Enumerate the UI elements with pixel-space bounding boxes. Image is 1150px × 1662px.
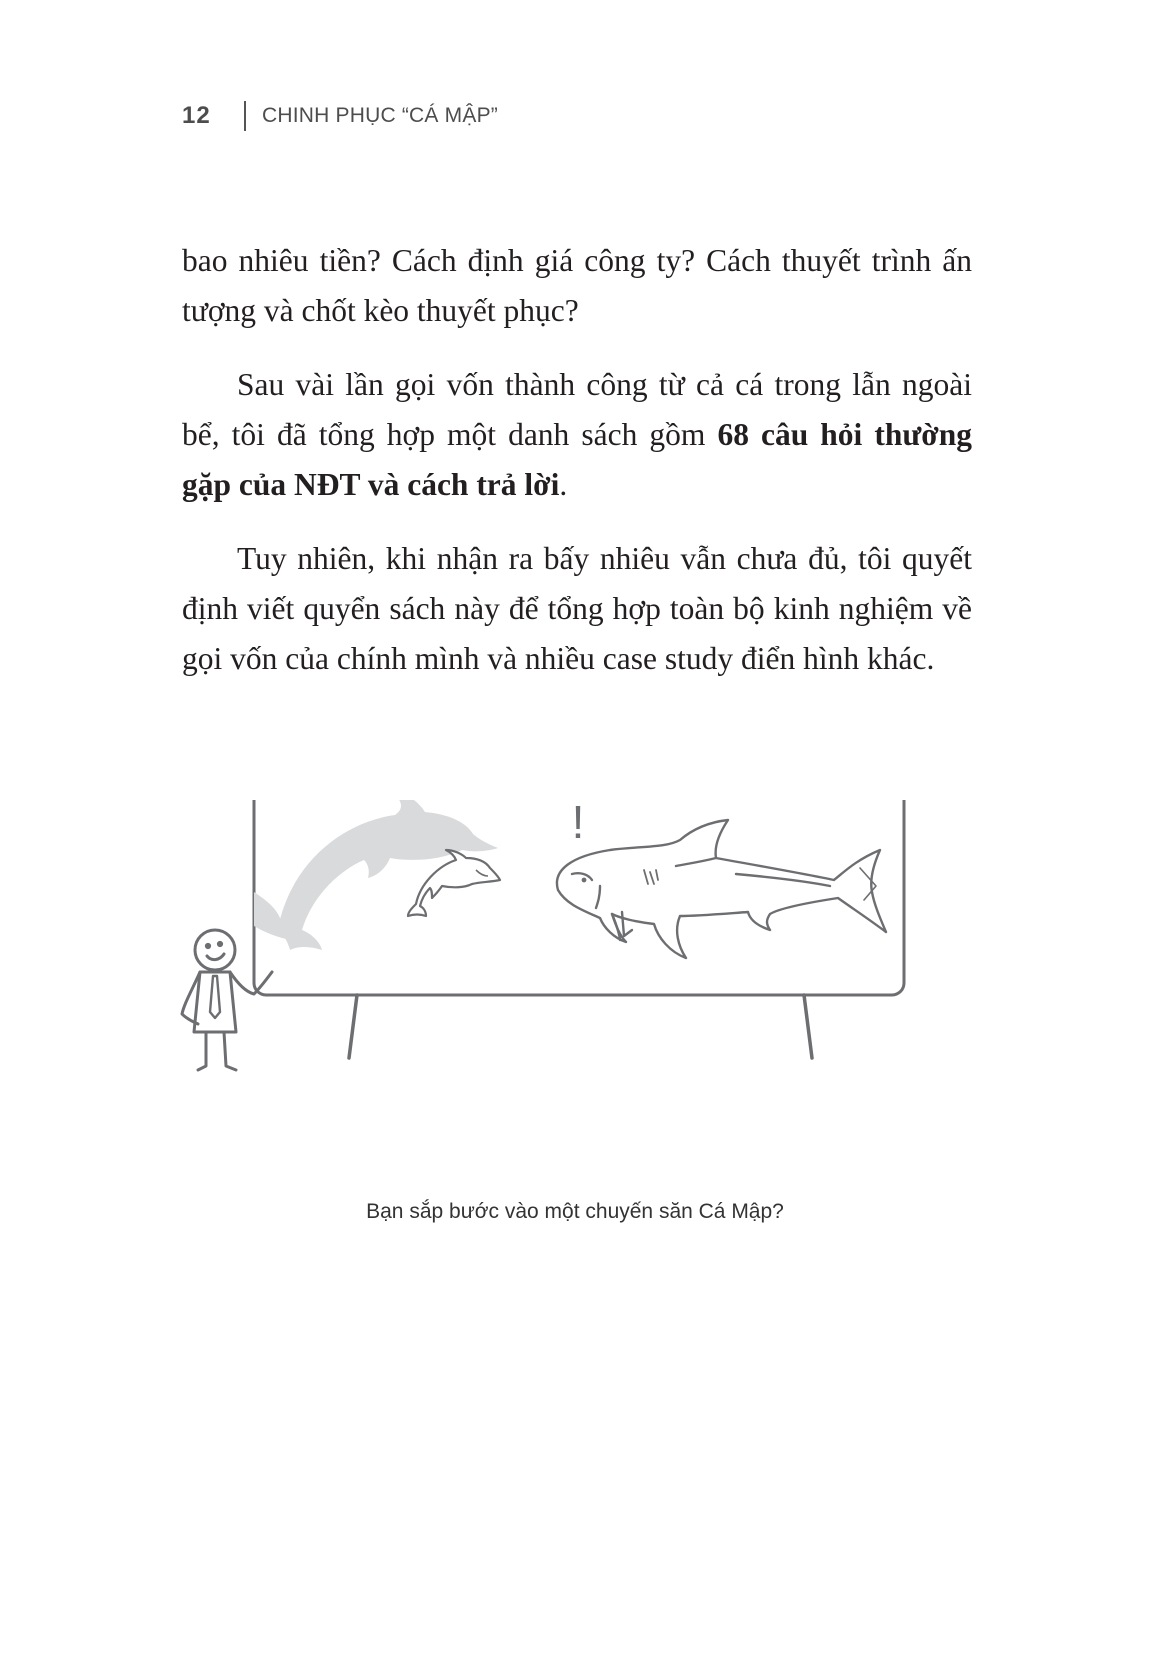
board-leg-left [349, 995, 357, 1058]
illustration [180, 800, 970, 1150]
figure-caption: Bạn sắp bước vào một chuyến săn Cá Mập? [366, 1200, 784, 1223]
header-divider [244, 101, 246, 131]
page-number: 12 [182, 102, 211, 129]
paragraph-1: bao nhiêu tiền? Cách định giá công ty? Cách thuyết trình ấn tượng và chốt kèo thuyết phục? [182, 243, 972, 328]
running-title: CHINH PHỤC “CÁ MẬP” [262, 104, 498, 127]
body-text [182, 236, 972, 708]
paragraph-2-bold: 68 câu hỏi thường gặp của NĐT và cách trả lời [182, 417, 972, 502]
shark-eye [582, 878, 587, 883]
running-header [182, 98, 498, 134]
board-leg-right [804, 995, 812, 1058]
exclamation-mark: ! [571, 800, 585, 848]
paragraph-2 [182, 360, 972, 510]
paragraph-3: Tuy nhiên, khi nhận ra bấy nhiêu vẫn chưa đủ, tôi quyết định viết quyển sách này để tổng hợp toàn bộ kinh nghiệm về gọi vốn của chính mình và nhiều case study điển hình khác. [182, 541, 972, 676]
presenter-head [195, 930, 235, 970]
paragraph-2-text: Sau vài lần gọi vốn thành công từ cả cá trong lẫn ngoài bể, tôi đã tổng hợp một danh sách gồm [182, 367, 972, 452]
presenter-tie [210, 976, 220, 1018]
paragraph-2-end: . [559, 467, 568, 502]
